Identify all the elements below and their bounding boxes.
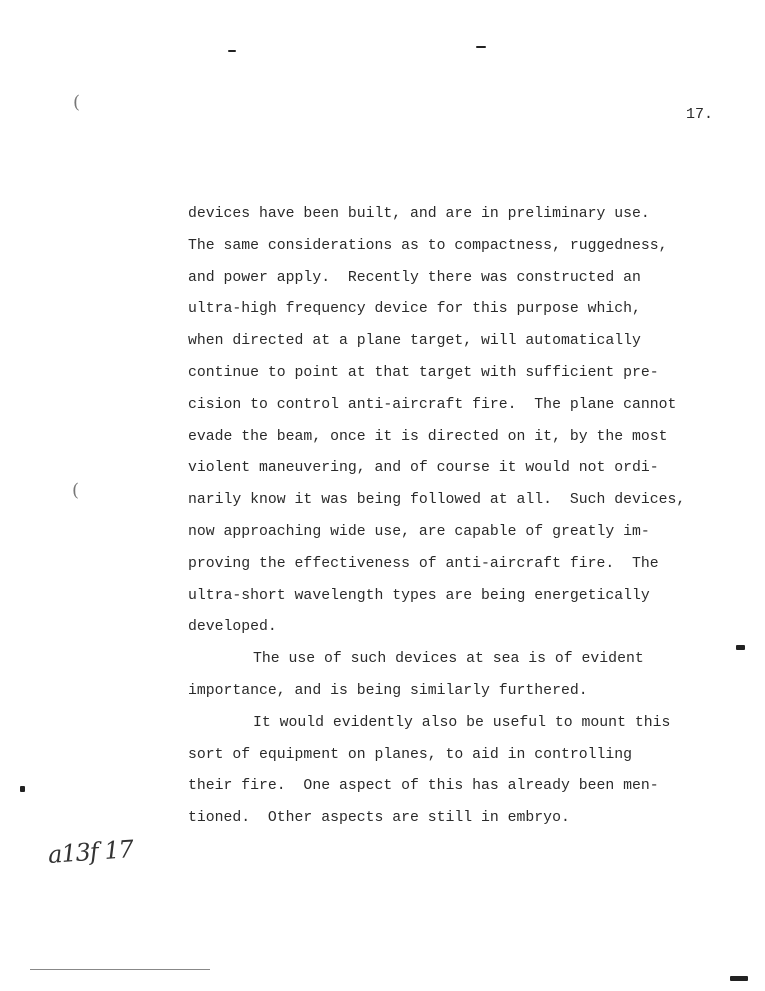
text-line: cision to control anti-aircraft fire. The plane cannot <box>188 396 677 413</box>
handwritten-note: a13f 17 <box>47 835 134 869</box>
text-line: violent maneuvering, and of course it would not ordi- <box>188 460 659 477</box>
text-line: importance, and is being similarly furthered. <box>188 682 588 699</box>
text-line: The use of such devices at sea is of evident <box>253 651 644 668</box>
text-line: The same considerations as to compactness, ruggedness, <box>188 237 668 254</box>
speck <box>736 645 745 650</box>
speck <box>476 46 486 48</box>
text-line: sort of equipment on planes, to aid in controlling <box>188 746 632 763</box>
page-number: 17. <box>686 106 714 123</box>
paragraph-1 <box>188 199 685 644</box>
text-line: ultra-high frequency device for this purpose which, <box>188 301 641 318</box>
text-line: when directed at a plane target, will automatically <box>188 333 641 350</box>
text-line: tioned. Other aspects are still in embryo. <box>188 810 570 827</box>
text-line: proving the effectiveness of anti-aircraft fire. The <box>188 555 659 572</box>
speck <box>20 786 25 792</box>
text-line: ultra-short wavelength types are being energetically <box>188 587 650 604</box>
text-line: developed. <box>188 619 277 636</box>
document-body <box>188 199 685 835</box>
bottom-edge-line <box>30 969 210 970</box>
text-line: devices have been built, and are in preliminary use. <box>188 206 650 222</box>
text-line: now approaching wide use, are capable of greatly im- <box>188 523 650 540</box>
margin-mark: ( <box>72 480 80 501</box>
paragraph-2 <box>188 644 685 708</box>
text-line: and power apply. Recently there was constructed an <box>188 269 641 286</box>
speck <box>228 50 236 52</box>
text-line: their fire. One aspect of this has already been men- <box>188 778 659 795</box>
text-line: evade the beam, once it is directed on it, by the most <box>188 428 668 445</box>
text-line: It would evidently also be useful to mount this <box>253 714 671 731</box>
text-line: continue to point at that target with sufficient pre- <box>188 364 659 381</box>
text-line: narily know it was being followed at all. Such devices, <box>188 492 686 509</box>
speck <box>730 976 748 981</box>
paragraph-3 <box>188 708 685 835</box>
margin-mark: ( <box>73 92 81 113</box>
